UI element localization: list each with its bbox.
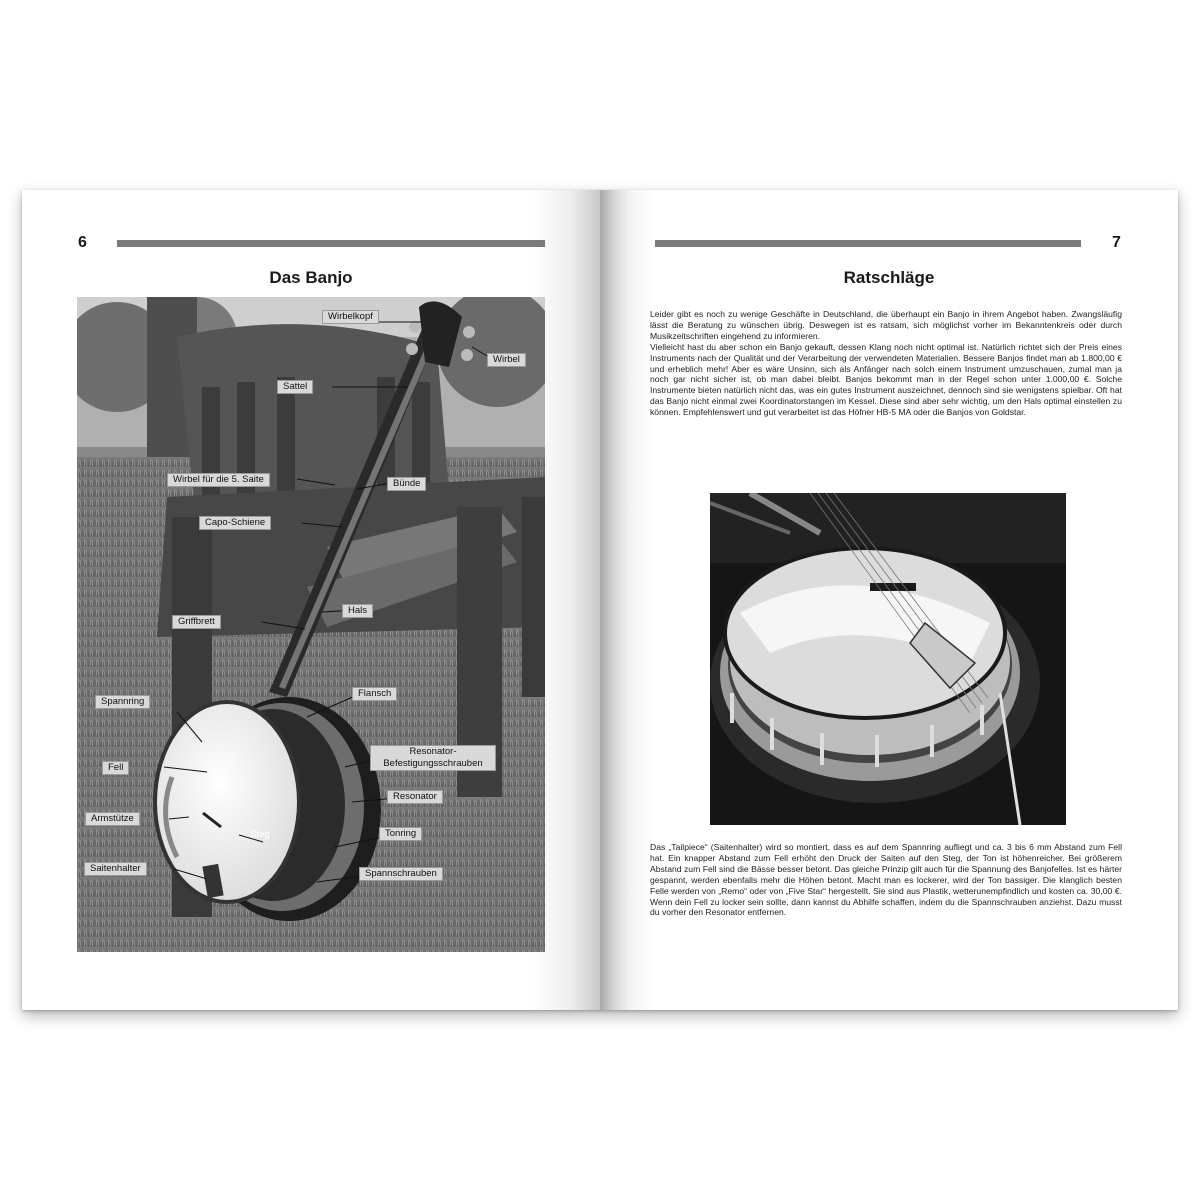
label-resonator: Resonator <box>387 790 443 804</box>
label-sattel: Sattel <box>277 380 313 394</box>
label-capo-schiene: Capo-Schiene <box>199 516 271 530</box>
label-spannschrauben: Spannschrauben <box>359 867 443 881</box>
label-tonring: Tonring <box>379 827 422 841</box>
label-griffbrett: Griffbrett <box>172 615 221 629</box>
right-page-title: Ratschläge <box>843 268 935 287</box>
label-buende: Bünde <box>387 477 426 491</box>
banjo-closeup-photo <box>710 493 1066 825</box>
open-book <box>22 190 1178 1010</box>
label-fell: Fell <box>102 761 129 775</box>
label-spannring: Spannring <box>95 695 150 709</box>
paragraph-1: Leider gibt es noch zu wenige Geschäfte in Deutschland, die überhaupt ein Banjo in ihrem Angebot haben. Zwangsläufig lässt die Beratung zu wünschen übrig. Deswegen ist es ratsam, sich möglichst vorher im Bekanntenkreis oder durch Musikzeitschriften eingehend zu informieren. <box>650 309 1122 341</box>
label-hals: Hals <box>342 604 373 618</box>
left-page-title: Das Banjo <box>269 268 353 287</box>
header-rule-left <box>117 240 545 247</box>
page-number-left: 6 <box>78 234 87 251</box>
page-number-right: 7 <box>1112 234 1121 251</box>
banjo-bench-photo <box>77 297 545 952</box>
advice-text-top <box>650 309 1122 418</box>
header-rule-right <box>655 240 1081 247</box>
left-page <box>22 190 600 1010</box>
label-wirbel-fuenfte-saite: Wirbel für die 5. Saite <box>167 473 270 487</box>
banjo-closeup-image <box>710 493 1066 825</box>
paragraph-3: Das „Tailpiece“ (Saitenhalter) wird so montiert, dass es auf dem Spannring aufliegt und ca. 3 bis 6 mm Abstand zum Fell hat. Ein knapper Abstand zum Fell erhöht den Druck der Saiten auf den Steg, der Ton ist höhenreicher. Bei größerem Abstand zum Fell sind die Bässe besser betont. Das gleiche Prinzip gilt auch für die Spannung des Banjofelles. Ist es härter gespannt, werden ebenfalls mehr die Höhen betont. Macht man es lockerer, wird der Ton bassiger. Die klanglich besten Felle werden von „Remo“ oder von „Five Star“ hergestellt. Sie sind aus Plastik, wetterunempfindlich und kosten ca. 30,00 €. Wenn dein Fell zu locker sein sollte, dann kannst du Abhilfe schaffen, indem du die Spannschrauben anziehst. Dazu musst du vorher den Resonator entfernen. <box>650 842 1122 918</box>
right-page <box>600 190 1178 1010</box>
label-resonator-befestigungsschrauben: Resonator-Befestigungsschrauben <box>370 745 496 771</box>
label-wirbel: Wirbel <box>487 353 526 367</box>
label-armstuetze: Armstütze <box>85 812 140 826</box>
advice-text-bottom <box>650 842 1122 918</box>
label-wirbelkopf: Wirbelkopf <box>322 310 379 324</box>
label-steg: Steg <box>250 829 270 840</box>
paragraph-2: Vielleicht hast du aber schon ein Banjo gekauft, dessen Klang noch nicht optimal ist. Natürlich richtet sich der Preis eines Instruments nach der Qualität und der Verarbeitung der verwendeten Materialien. Bessere Banjos findet man ab 1.800,00 € und erheblich mehr! Aber es wäre Unsinn, sich als Anfänger nach solch einem Instrument umzuschauen, zumal man ja noch gar nicht sicher ist, ob man dabei bleibt. Banjos bekommt man in der Regel schon unter 1.000,00 €. Solche Instrumente bieten natürlich nicht das, was ein gutes Instrument auszeichnet, dennoch sind sie wenigstens spielbar. Oft hat das Banjo nicht einmal zwei Koordinatorstangen im Kessel. Diese sind aber sehr wichtig, um den Hals optimal einstellen zu können. Empfehlenswert und gut verarbeitet ist das Höfner HB-5 MA oder die Banjos von Goldstar. <box>650 341 1122 418</box>
label-saitenhalter: Saitenhalter <box>84 862 147 876</box>
banjo-diagram-photo <box>77 297 545 952</box>
label-flansch: Flansch <box>352 687 397 701</box>
